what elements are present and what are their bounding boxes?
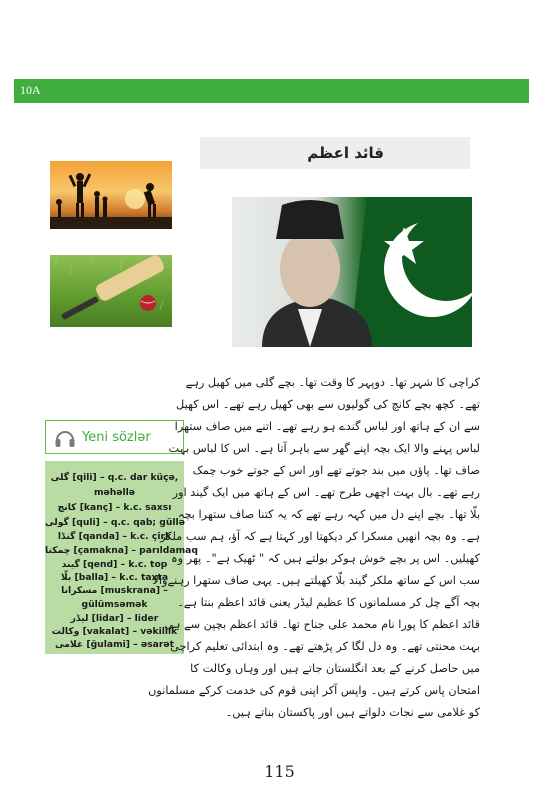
lesson-title: قائد اعظم [307,144,384,162]
body-line: سے ان کے ہاتھ اور لباس گندے ہو رہے تھے۔ اتنے میں صاف ستھرا [174,420,480,433]
body-line: رہے تھے۔ بال بہت اچھی طرح تھے۔ اس کے ہاتھ میں ایک گیند اور [172,486,480,499]
body-line: میں حاصل کرنے کے بعد انگلستان جاتے ہیں اور وہاں وکالت کا [190,662,480,675]
vocabulary-header [45,420,184,454]
quaid-e-azam-portrait-image [232,197,472,347]
body-line: صاف تھا۔ پاؤں میں بند جوتے تھے اور اس کے جوتے خوب چمک [192,464,480,477]
vocab-item: کانچ [kanç] – k.c. saxsı [57,502,172,513]
cricket-bat-image [50,255,172,327]
body-line: امتحان پاس کرتے ہیں۔ واپس آکر اپنی قوم کی خدمت کرکے مسلمانوں [148,684,480,697]
headphones-icon [54,427,76,449]
body-line: کراچی کا شہر تھا۔ دوپہر کا وقت تھا۔ بچے گلی میں کھیل رہے [185,376,480,389]
body-line: بہت محنتی تھے۔ وہ دل لگا کر پڑھتے تھے۔ وہ ابتدائی تعلیم کراچی [170,640,480,653]
vocab-item: غلامی [ğulami] – əsarət [54,639,175,650]
body-line: قائد اعظم کا پورا نام محمد علی جناح تھا۔ قائد اعظم بچپن سے ہی [164,618,480,631]
body-line: کھیلیں۔ اس پر بچے خوش ہوکر بولتے ہیں کہ " ٹھیک ہے"۔ پھر وہ [171,552,480,565]
vocab-item: مسکرانا [muskrana] – [61,585,168,596]
grade-header-bar [14,79,529,103]
grade-label: 10A [20,83,41,97]
vocab-item: وکالت [vakalat] – vəkillik [51,626,178,637]
body-line: تھے۔ کچھ بچے کانچ کی گولیوں سے بھی کھیل رہے تھے۔ اس کھیل [176,398,480,411]
vocabulary-heading: Yeni sözlər [82,430,151,445]
body-line: لباس پہنے والا ایک بچہ اپنے گھر سے باہر آتا ہے۔ اس کا لباس بہت [168,442,480,455]
body-line: سب اس کے ساتھ ملکر گیند بلّا کھیلتے ہیں۔ یہی صاف ستھرا رہنےوالا [152,574,480,587]
children-playing-sunset-image [50,161,172,229]
vocab-item: گلی [qili] – q.c. dar küçə, [50,472,179,483]
page-number: 115 [264,762,295,781]
vocab-item: چمکنا [çamakna] – parıldamaq [45,545,198,556]
vocab-item: گیند [qend] – k.c. top [61,559,168,570]
vocab-item: gülümsəmək [81,599,148,610]
body-line: ہے۔ وہ بچہ انھیں مسکرا کر دیکھتا اور کہتا ہے کہ آؤ، ہم سب ملکر [160,530,480,543]
vocab-item: بلّا [balla] – k.c. taxta [60,572,169,583]
lesson-title-box [200,137,470,169]
vocab-item: گنڈا [qanda] – k.c. çirk [57,531,172,542]
body-line: کو غلامی سے نجات دلواتے ہیں اور پاکستان بناتے ہیں۔ [225,706,480,719]
body-line: بلّا تھا۔ بچے اپنے دل میں کہہ رہے تھے کہ یہ کتنا صاف ستھرا بچہ [177,508,480,521]
vocab-item: لیڈر [lidar] – lider [70,613,159,624]
body-line: بچہ آگے چل کر مسلمانوں کا عظیم لیڈر یعنی قائد اعظم بنتا ہے۔ [177,596,480,609]
vocab-item: گولی [quli] – q.c. qab; güllə [45,517,185,528]
vocabulary-list [45,461,198,654]
vocab-item: məhəllə [93,487,136,498]
